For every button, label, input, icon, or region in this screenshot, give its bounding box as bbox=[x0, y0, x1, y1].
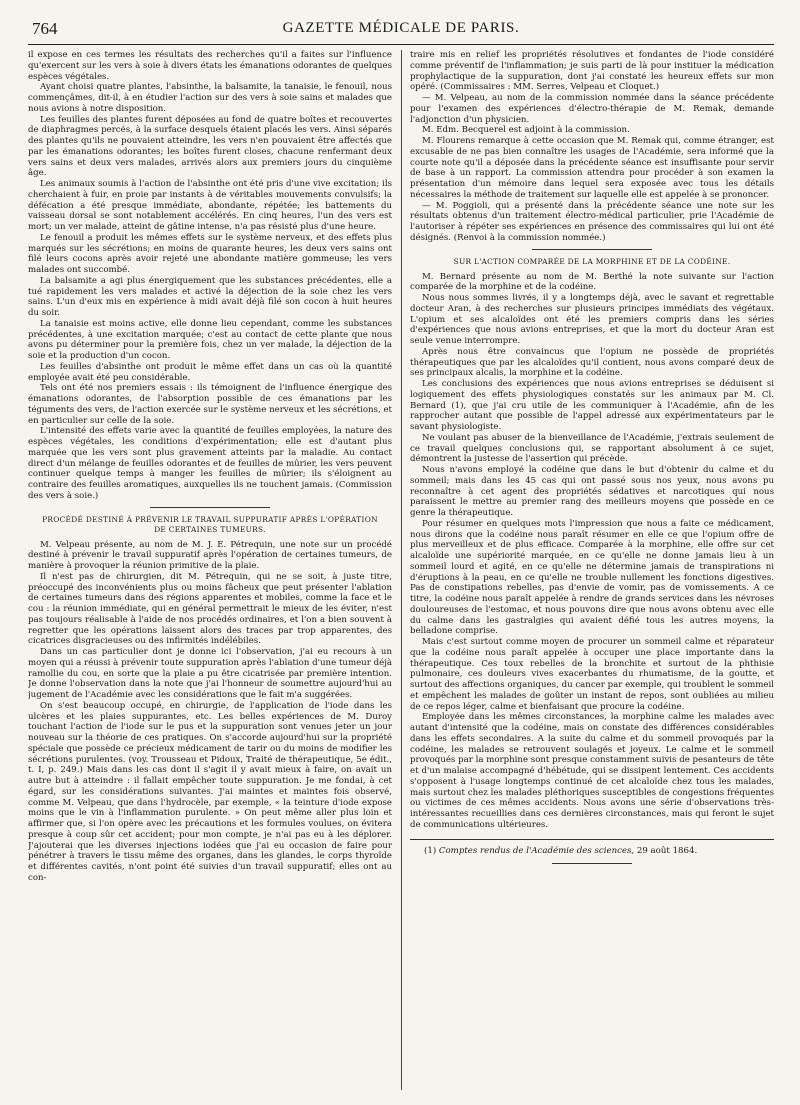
footnote-title: Comptes rendus de l'Académie des sciences, bbox=[438, 845, 635, 856]
paragraph: Nous n'avons employé la codéine que dans le but d'obtenir du calme et du sommeil; mais dans les 45 cas qui ont passé sous nos yeux, nous avons pu reconnaître à cet agent des propriétés sédatives et narcotiques qui nous paraissent le mettre au premier rang des meilleurs moyens que possède en ce genre la thérapeutique. bbox=[410, 465, 774, 518]
paragraph: L'intensité des effets varie avec la quantité de feuilles employées, la nature des espèces végétales, les conditions d'expérimentation; elle est d'autant plus marquée que les vers sont plus gravement atteints par la maladie. Au contact direct d'un mélange de feuilles odorantes et de feuilles de mûrier, les vers peuvent continuer quelque temps à manger les feuilles de mûrier; ils s'éloignent au contraire des feuilles aromatiques, auxquelles ils ne touchent jamais. (Commission des vers à soie.) bbox=[28, 426, 392, 501]
paragraph: On s'est beaucoup occupé, en chirurgie, de l'application de l'iode dans les ulcères et les plaies suppurantes, etc. Les belles expériences de M. Duroy touchant l'action de l'iode sur le pus et la suppuration sont venues jeter un jour nouveau sur la théorie de ces pratiques. On s'accorde aujourd'hui sur la propriété spéciale que possède ce précieux médicament de tarir ou du moins de modifier les sécrétions purulentes. (voy. Trousseau et Pidoux, Traité de thérapeutique, 5e édit., t. I, p. 249.) Mais dans les cas dont il s'agit il y avait mieux à faire, on avait un autre but à atteindre : il fallait empêcher toute suppuration. Je me fondai, à cet égard, sur les considérations suivantes. J'ai maintes et maintes fois observé, comme M. Velpeau, que dans l'hydrocèle, par exemple, « la teinture d'iode expose moins que le vin à l'inflammation purulente. » On peut même aller plus loin et affirmer que, si l'on opère avec les précautions et les formules voulues, on évitera presque à coup sûr cet accident; pour mon compte, je n'ai pas eu à les déplorer. J'ajouterai que les diverses injections iodées que j'ai eu occasion de faire pour pénétrer à travers le tissu même des organes, dans les glandes, le corps thyroïde et différentes cavités, n'ont point été suivies d'un travail suppuratif; elles ont au con- bbox=[28, 700, 392, 883]
paragraph: Pour résumer en quelques mots l'impression que nous a faite ce médicament, nous dirons que la codéine nous paraît résumer en elle ce que l'opium offre de plus merveilleux et de plus efficace. Comparée à la morphine, elle offre sur cet alcaloïde une supériorité marquée, en ce qu'elle ne donne jamais lieu à un sommeil lourd et agité, en ce qu'elle ne détermine jamais de transpirations ni d'éruptions à la peau, en ce qu'elle ne trouble nullement les fonctions digestives. Pas de constipations rebelles, pas d'envie de vomir, pas de vomissements. A ce titre, la codéine nous paraît appelée à rendre de grands services dans les névroses douloureuses de l'estomac, et nous pouvons dire que nous avons obtenu avec elle du calme dans les gastralgies qui avaient défié tous les autres moyens, la belladone comprise. bbox=[410, 518, 774, 637]
page-header bbox=[28, 18, 774, 45]
page-number: 764 bbox=[32, 19, 58, 38]
paragraph: M. Velpeau présente, au nom de M. J. E. Pétrequin, une note sur un procédé destiné à prévenir le travail suppuratif après l'opération de certaines tumeurs, de manière à provoquer la réunion primitive de la plaie. bbox=[28, 539, 392, 571]
paragraph: M. Bernard présente au nom de M. Berthé la note suivante sur l'action comparée de la morphine et de la codéine. bbox=[410, 271, 774, 293]
section-heading bbox=[28, 515, 392, 535]
paragraph: Ayant choisi quatre plantes, l'absinthe, la balsamite, la tanaisie, le fenouil, nous commençâmes, dit-il, à en étudier l'action sur des vers à soie sains et malades que nous avions à notre disposition. bbox=[28, 82, 392, 114]
paragraph: Mais c'est surtout comme moyen de procurer un sommeil calme et réparateur que la codéine nous paraît appelée à occuper une place importante dans la thérapeutique. Ces toux rebelles de la bronchite et surtout de la phthisie pulmonaire, ces douleurs vives exacerbantes du rhumatisme, de la goutte, et surtout des affections organiques, du cancer par exemple, qui troublent le sommeil et empêchent les malades de goûter un instant de repos, sont oubliées au milieu de ce repos léger, calme et bienfaisant que procure la codéine. bbox=[410, 637, 774, 712]
right-column bbox=[410, 50, 774, 1090]
left-column bbox=[28, 50, 392, 1090]
section-heading: SUR L'ACTION COMPARÉE DE LA MORPHINE ET DE LA CODÉINE. bbox=[453, 256, 731, 266]
section-divider bbox=[532, 249, 652, 250]
paragraph: Les conclusions des expériences que nous avions entreprises se déduisent si logiquement des effets physiologiques constatés sur les animaux par M. Cl. Bernard (1), que j'ai cru utile de les communiquer à l'Académie, afin de les rapprocher autant que possible de l'appel adressé aux expérimentateurs par le savant physiologiste. bbox=[410, 379, 774, 432]
paragraph: Après nous être convaincus que l'opium ne possède de propriétés thérapeutiques que par les alcaloïdes qu'il contient, nous avons comparé deux de ses principaux alcalis, la morphine et la codéine. bbox=[410, 346, 774, 379]
paragraph: Ne voulant pas abuser de la bienveillance de l'Académie, j'extrais seulement de ce travail quelques conclusions qui, se rapportant absolument à ce sujet, démontrent la justesse de l'assertion qui précède. bbox=[410, 432, 774, 465]
paragraph: M. Edm. Becquerel est adjoint à la commission. bbox=[422, 125, 630, 136]
paragraph: Employée dans les mêmes circonstances, la morphine calme les malades avec autant d'intensité que la codéine, mais on constate des différences considérables dans les effets secondaires. A la suite du calme et du sommeil provoqués par la codéine, les malades se retrouvent soulagés et joyeux. Le calme et le sommeil provoqués par la morphine sont presque constamment suivis de pesanteurs de tête et d'un malaise accompagné d'hébétude, qui se dissipent lentement. Ces accidents s'opposent à l'usage longtemps continué de cet alcaloïde chez tous les malades, mais surtout chez les malades pléthoriques susceptibles de congestions fréquentes ou victimes de ces mêmes accidents. Nous avons une série d'observations très-intéressantes recueillies dans ces dernières circonstances, mais qui feront le sujet de communications ultérieures. bbox=[410, 712, 774, 830]
paragraph: — M. Poggioli, qui a présenté dans la précédente séance une note sur les résultats obtenus d'un traitement électro-médical particulier, prie l'Académie de l'autoriser à répéter ses expériences en présence des commissaires qui lui ont été désignés. (Renvoi à la commission nommée.) bbox=[410, 200, 774, 243]
section-divider bbox=[150, 507, 270, 508]
paragraph: M. Flourens remarque à cette occasion que M. Remak qui, comme étranger, est excusable de ne pas bien connaître les usages de l'Académie, sera informé que la courte note qu'il a déposée dans la précédente séance est insuffisante pour servir de base à un rapport. La commission attendra pour procéder à son examen la présentation d'un mémoire dans lequel sera exposée avec tous les détails nécessaires la méthode de traitement sur laquelle elle est appelée à se prononcer. bbox=[410, 136, 774, 200]
paragraph: Les feuilles des plantes furent déposées au fond de quatre boîtes et recouvertes de diaphragmes percés, à la surface desquels étaient placés les vers. Ainsi séparés des plantes qu'ils ne pouvaient atteindre, les vers n'en pouvaient être affectés que par les émanations odorantes; les boîtes furent closes, chacune renfermant deux vers sains et deux vers malades, arrivés alors aux premiers jours du cinquième âge. bbox=[28, 114, 392, 179]
paragraph: Les feuilles d'absinthe ont produit le même effet dans un cas où la quantité employée avait été peu considérable. bbox=[28, 361, 392, 383]
footnote-date: 29 août 1864. bbox=[636, 845, 698, 856]
paragraph: Les animaux soumis à l'action de l'absinthe ont été pris d'une vive excitation; ils cherchaient à fuir, en proie par instants à de véritables mouvements convulsifs; la défécation a été presque immédiate, abondante, répétée; les battements du vaisseau dorsal se sont notablement accélérés. En cinq heures, l'un des vers est mort; un ver malade, atteint de gâtine intense, n'a pas résisté plus d'une heure. bbox=[28, 179, 392, 232]
paragraph: La balsamite a agi plus énergiquement que les substances précédentes, elle a tué rapidement les vers malades et activé la déjection de la soie chez les vers sains. L'un d'eux mis en expérience à midi avait déjà filé son cocon à huit heures du soir. bbox=[28, 275, 392, 318]
paragraph: Il n'est pas de chirurgien, dit M. Pétrequin, qui ne se soit, à juste titre, préoccupé des inconvénients plus ou moins fâcheux que peut présenter l'ablation de certaines tumeurs dans des régions apparentes et mobiles, comme la face et le cou : la réunion immédiate, qui en général permettrait le mieux de les éviter, n'est pas toujours réalisable à l'aide de nos procédés ordinaires, et l'on a bien souvent à regretter que les opérations laissent alors des traces par trop apparentes, des cicatrices disgracieuses ou des infirmités indélébiles. bbox=[28, 571, 392, 647]
paragraph: — M. Velpeau, au nom de la commission nommée dans la séance précédente pour l'examen des expériences d'électro-thérapie de M. Remak, demande l'adjonction d'un physicien. bbox=[410, 93, 774, 125]
end-rule bbox=[552, 863, 632, 864]
paragraph: La tanaisie est moins active, elle donne lieu cependant, comme les substances précédentes, à une excitation marquée; c'est au contact de cette plante que nous avons pu déterminer pour la première fois, chez un ver malade, la déjection de la soie et la production d'un cocon. bbox=[28, 318, 392, 361]
column-rule bbox=[401, 50, 402, 1090]
paragraph: Dans un cas particulier dont je donne ici l'observation, j'ai eu recours à un moyen qui a réussi à prévenir toute suppuration après l'ablation d'une tumeur déjà ramollie du cou, en sorte que la plaie a pu être cicatrisée par première intention. Je donne l'observation dans la note que j'ai l'honneur de soumettre aujourd'hui au jugement de l'Académie avec les considérations que le fait m'a suggérées. bbox=[28, 647, 392, 700]
paragraph: traire mis en relief les propriétés résolutives et fondantes de l'iode considéré comme préventif de l'inflammation; je suis parti de là pour instituer la médication prophylactique de la suppuration, dont j'ai constaté les heureux effets sur mon opéré. (Commissaires : MM. Serres, Velpeau et Cloquet.) bbox=[410, 50, 774, 93]
paragraph: Tels ont été nos premiers essais : ils témoignent de l'influence énergique des émanations odorantes, de l'absorption possible de ces émanations par les téguments des vers, de l'action exercée sur le système nerveux et les sécrétions, et en particulier sur celle de la soie. bbox=[28, 383, 392, 426]
journal-title: GAZETTE MÉDICALE DE PARIS. bbox=[282, 20, 520, 36]
footnote bbox=[410, 846, 774, 857]
paragraph: Le fenouil a produit les mêmes effets sur le système nerveux, et des effets plus marqués sur les sécrétions; en moins de quarante heures, les deux vers sains ont filé leurs cocons après avoir rejeté une abondante matière gommeuse; les vers malades ont succombé. bbox=[28, 232, 392, 275]
paragraph: Nous nous sommes livrés, il y a longtemps déjà, avec le savant et regrettable docteur Aran, à des recherches sur plusieurs principes immédiats des végétaux. L'opium et ses alcaloïdes ont été les premiers compris dans les séries d'expériences que nous avions entreprises, et que la mort du docteur Aran est seule venue interrompre. bbox=[410, 293, 774, 346]
article-columns bbox=[28, 50, 774, 1090]
section-heading-line: DE CERTAINES TUMEURS. bbox=[154, 524, 266, 534]
footnote-number: (1) bbox=[424, 845, 437, 856]
footnote-divider bbox=[410, 839, 774, 840]
section-heading-line: PROCÉDÉ DESTINÉ À PRÉVENIR LE TRAVAIL SUPPURATIF APRÈS L'OPÉRATION bbox=[42, 514, 378, 524]
paragraph: il expose en ces termes les résultats des recherches qu'il a faites sur l'influence qu'exercent sur les vers à soie à divers états les émanations odorantes de quelques espèces végétales. bbox=[28, 50, 392, 82]
